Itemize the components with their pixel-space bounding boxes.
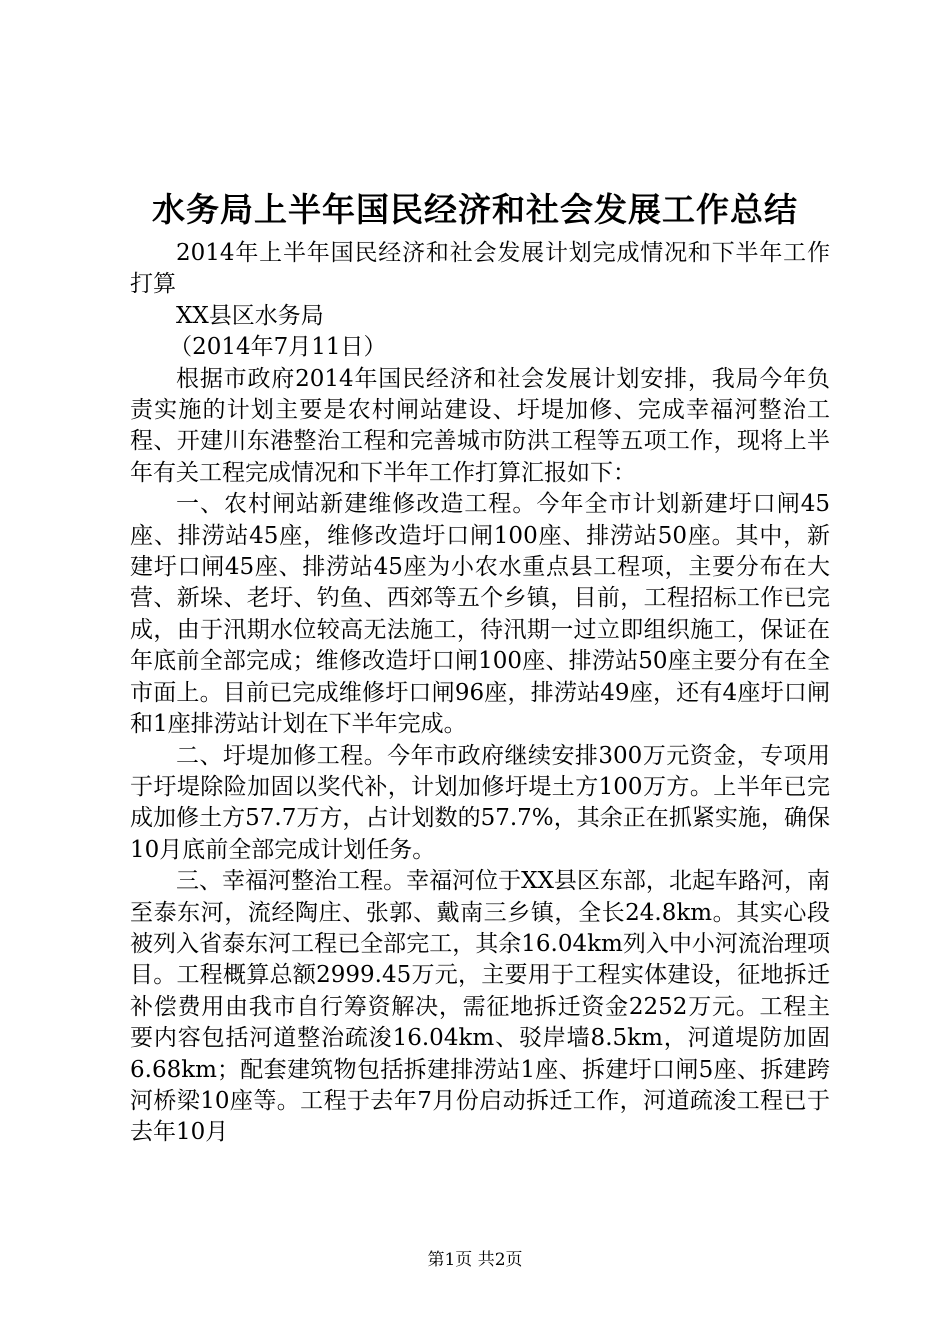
intro-paragraph: 根据市政府2014年国民经济和社会发展计划安排，我局今年负责实施的计划主要是农村闸站建设、圩堤加修、完成幸福河整治工程、开建川东港整治工程和完善城市防洪工程等五项工作，现将上半年有关工程完成情况和下半年工作打算汇报如下： [130,365,830,486]
issuer-line: XX县区水务局 [176,302,324,329]
document-body [130,238,830,1149]
section-1-paragraph: 一、农村闸站新建维修改造工程。今年全市计划新建圩口闸45座、排涝站45座，维修改造圩口闸100座、排涝站50座。其中，新建圩口闸45座、排涝站45座为小农水重点县工程项，主要分布在大营、新垛、老圩、钓鱼、西郊等五个乡镇，目前，工程招标工作已完成，由于汛期水位较高无法施工，待汛期一过立即组织施工，保证在年底前全部完成；维修改造圩口闸100座、排涝站50座主要分有在全市面上。目前已完成维修圩口闸96座，排涝站49座，还有4座圩口闸和1座排涝站计划在下半年完成。 [130,491,830,738]
date-line: （2014年7月11日） [169,334,387,361]
section-2-paragraph: 二、圩堤加修工程。今年市政府继续安排300万元资金，专项用于圩堤除险加固以奖代补，计划加修圩堤土方100万方。上半年已完成加修土方57.7万方，占计划数的57.7%，其余正在抓紧实施，确保10月底前全部完成计划任务。 [130,742,830,863]
subtitle-paragraph: 2014年上半年国民经济和社会发展计划完成情况和下半年工作打算 [130,240,830,298]
document-title: 水务局上半年国民经济和社会发展工作总结 [152,190,798,229]
page-footer: 第1页 共2页 [427,1250,523,1270]
section-3-paragraph: 三、幸福河整治工程。幸福河位于XX县区东部，北起车路河，南至泰东河，流经陶庄、张郭、戴南三乡镇，全长24.8km。其实心段被列入省泰东河工程已全部完工，其余16.04km列入中小河流治理项目。工程概算总额2999.45万元，主要用于工程实体建设，征地拆迁补偿费用由我市自行筹资解决，需征地拆迁资金2252万元。工程主要内容包括河道整治疏浚16.04km、驳岸墙8.5km，河道堤防加固6.68km；配套建筑物包括拆建排涝站1座、拆建圩口闸5座、拆建跨河桥梁10座等。工程于去年7月份启动拆迁工作，河道疏浚工程已于去年10月 [130,868,830,1146]
